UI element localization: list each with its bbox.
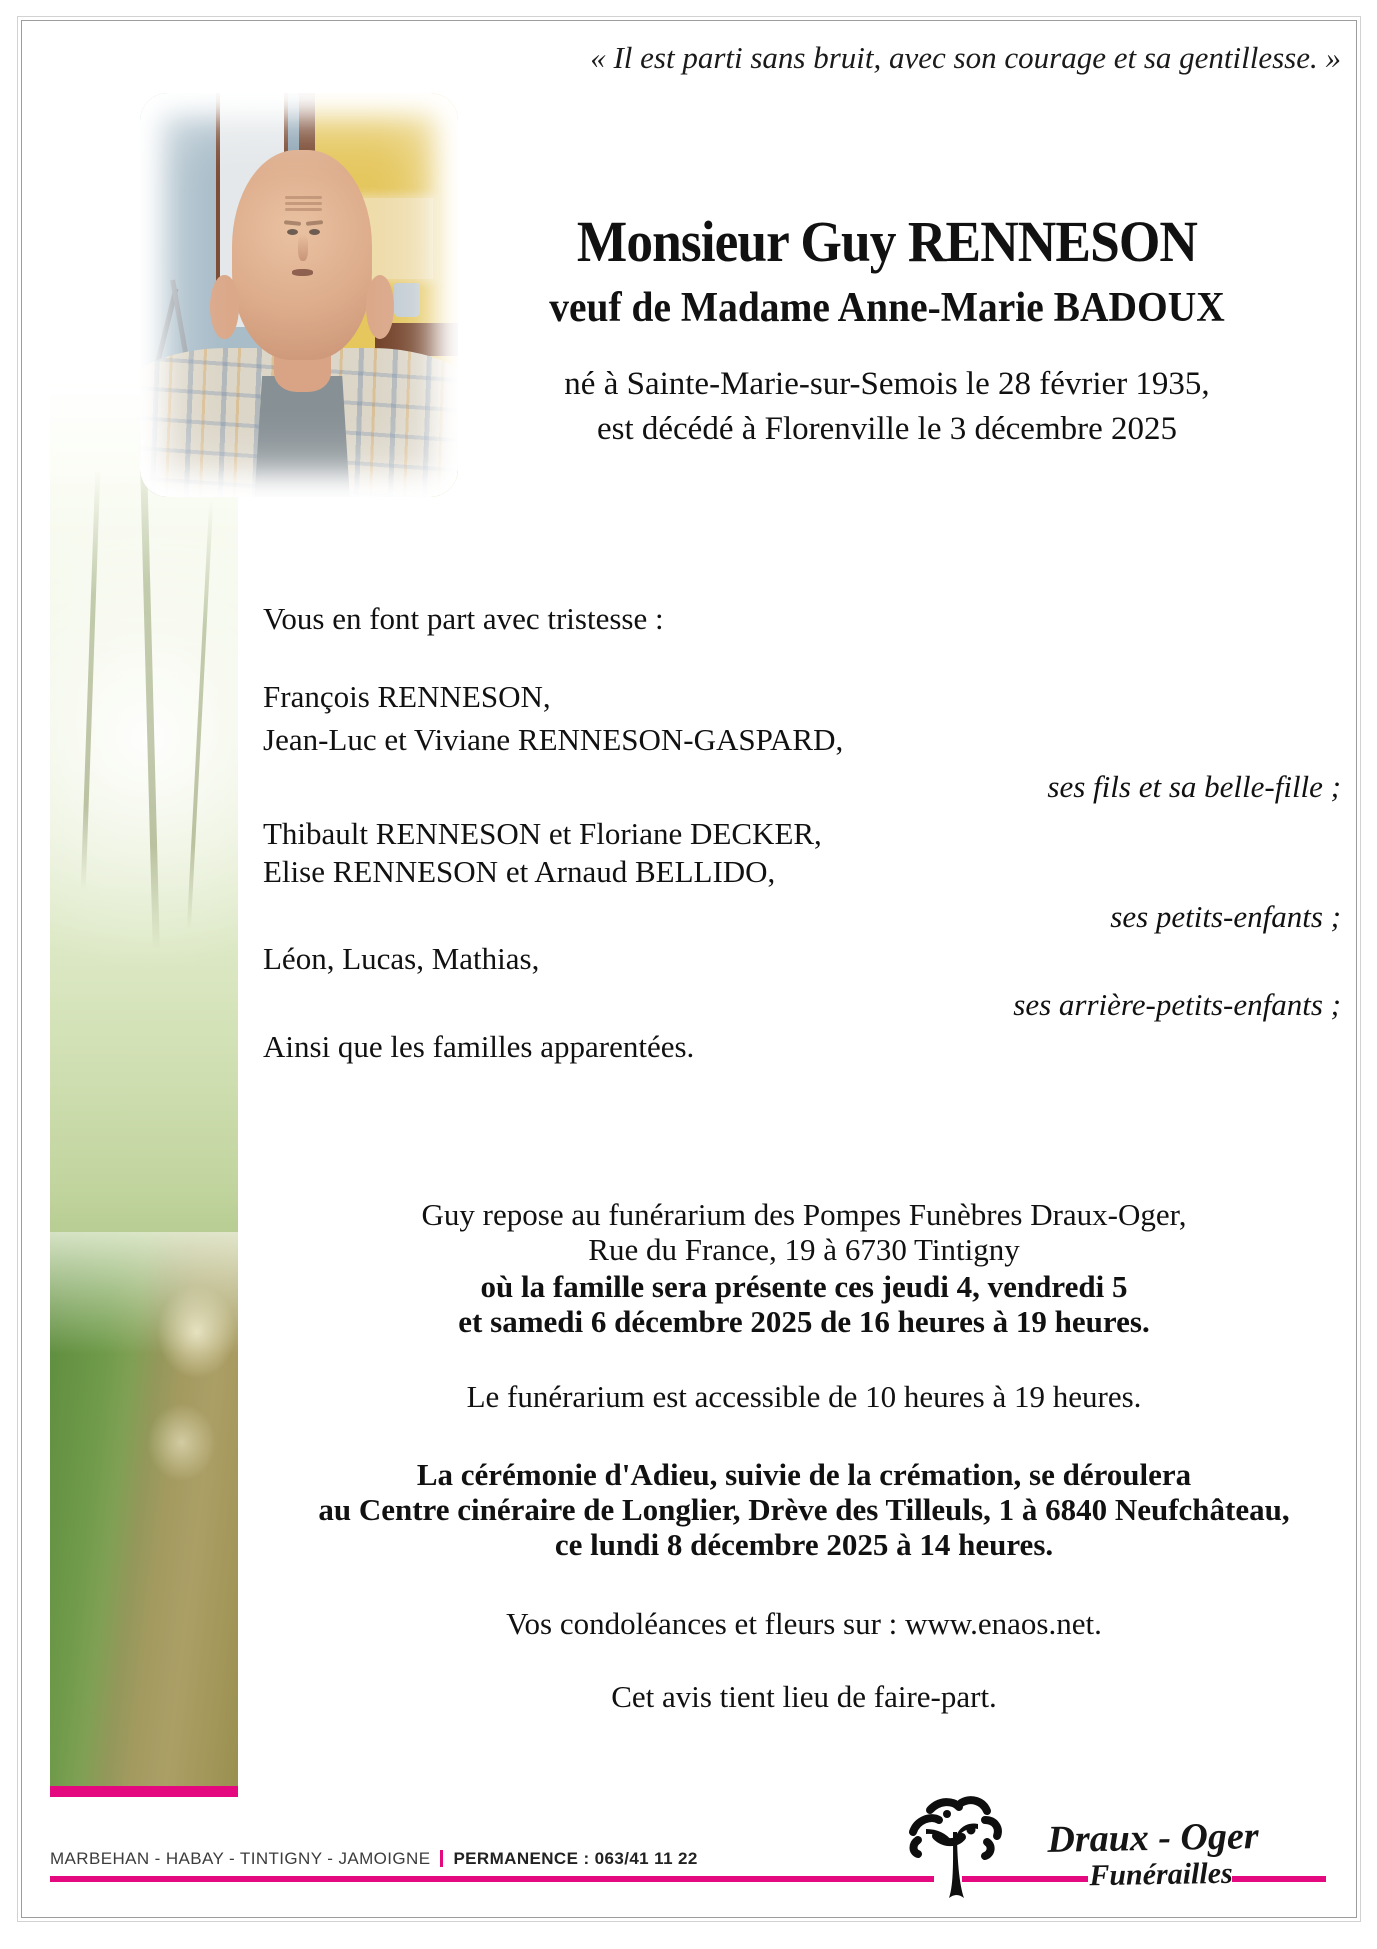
deceased-subtitle: veuf de Madame Anne-Marie BADOUX	[549, 285, 1225, 331]
family-line: Elise RENNESON et Arnaud BELLIDO,	[263, 854, 776, 889]
tree-trunk-shape	[139, 430, 160, 950]
footer-accent-line	[50, 1876, 934, 1882]
footer-permanence: PERMANENCE : 063/41 11 22	[453, 1849, 698, 1868]
footer-locations: MARBEHAN - HABAY - TINTIGNY - JAMOIGNE	[50, 1849, 431, 1868]
birth-line: né à Sainte-Marie-sur-Semois le 28 février 1935,	[564, 366, 1210, 402]
footer-contact-info	[50, 1849, 698, 1869]
notice-line: Cet avis tient lieu de faire-part.	[611, 1679, 997, 1714]
relation-label: ses arrière-petits-enfants ;	[1013, 987, 1341, 1022]
repose-address: Rue du France, 19 à 6730 Tintigny	[588, 1232, 1020, 1267]
deceased-name-title: Monsieur Guy RENNESON	[576, 209, 1198, 274]
tree-trunk-shape	[81, 470, 101, 890]
epitaph-quote: « Il est parti sans bruit, avec son courage et sa gentillesse. »	[590, 40, 1341, 75]
ceremony-line: La cérémonie d'Adieu, suivie de la crémation, se déroulera	[416, 1457, 1192, 1492]
family-line: François RENNESON,	[263, 679, 551, 714]
death-line: est décédé à Florenville le 3 décembre 2025	[596, 411, 1177, 447]
repose-line: Guy repose au funérarium des Pompes Funèbres Draux-Oger,	[421, 1197, 1187, 1232]
tree-trunk-shape	[187, 500, 213, 930]
ceremony-date-line: ce lundi 8 décembre 2025 à 14 heures.	[554, 1527, 1054, 1562]
footer-separator	[440, 1850, 443, 1867]
brand-name: Draux - Oger	[1047, 1815, 1259, 1861]
family-line: Thibault RENNESON et Floriane DECKER,	[263, 816, 822, 851]
funerarium-access-line: Le funérarium est accessible de 10 heures à 19 heures.	[466, 1379, 1142, 1414]
family-line: Léon, Lucas, Mathias,	[263, 941, 540, 976]
ceremony-address-line: au Centre cinéraire de Longlier, Drève des Tilleuls, 1 à 6840 Neufchâteau,	[318, 1492, 1290, 1527]
announcement-intro: Vous en font part avec tristesse :	[263, 601, 664, 636]
relation-label: ses petits-enfants ;	[1110, 899, 1341, 934]
forest-path-background	[50, 290, 238, 1797]
family-line: Jean-Luc et Viviane RENNESON-GASPARD,	[263, 722, 844, 757]
tree-logo-icon	[898, 1790, 1010, 1900]
family-presence-line: et samedi 6 décembre 2025 de 16 heures à 19 heures.	[458, 1304, 1150, 1339]
family-presence-line: où la famille sera présente ces jeudi 4, vendredi 5	[480, 1269, 1128, 1304]
relation-label: ses fils et sa belle-fille ;	[1047, 769, 1341, 804]
brand-subtitle: Funérailles	[1089, 1856, 1233, 1893]
condolences-line: Vos condoléances et fleurs sur : www.enaos.net.	[506, 1606, 1102, 1641]
birth-death-lines	[433, 362, 1341, 452]
portrait-photo	[140, 93, 458, 497]
dirt-path-shape	[50, 1232, 238, 1786]
photo-fade-edge	[140, 93, 458, 497]
footer-accent-line	[1232, 1876, 1326, 1882]
announcement-outro: Ainsi que les familles apparentées.	[263, 1029, 695, 1064]
